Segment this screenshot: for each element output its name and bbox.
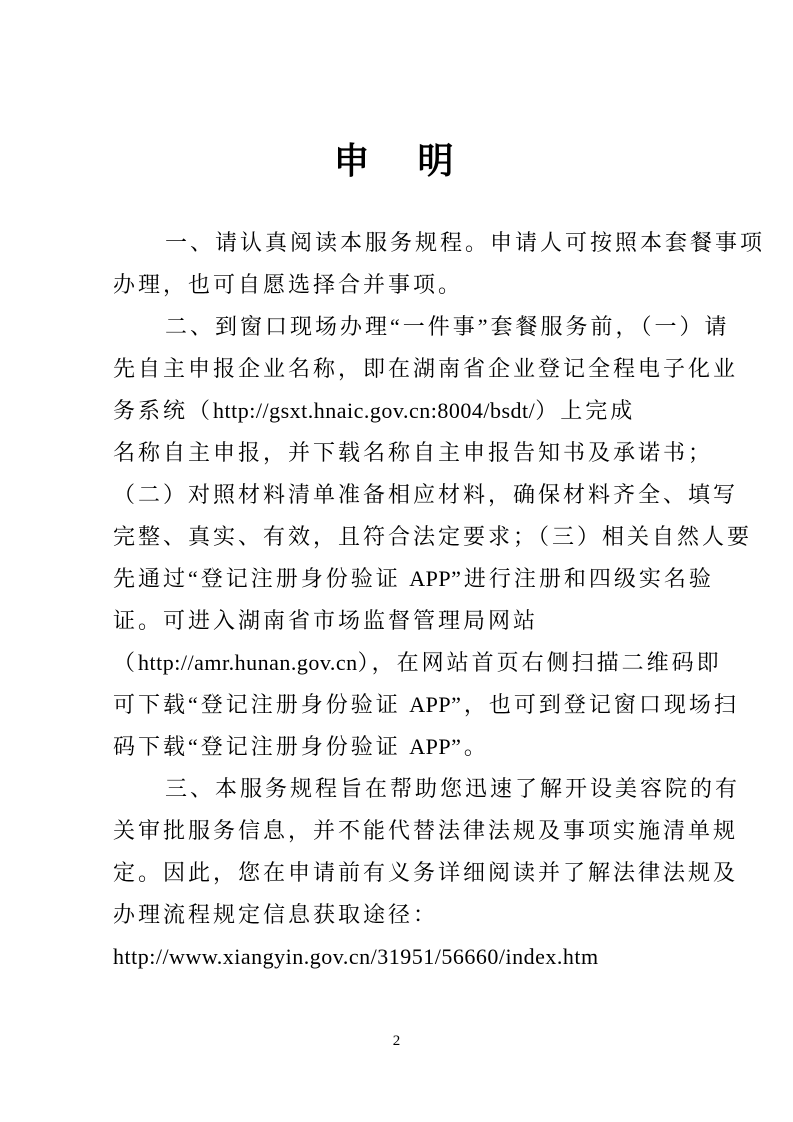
text-line: 名称自主申报，并下载名称自主申报告知书及承诺书； <box>113 440 714 465</box>
page-footer <box>0 1033 793 1050</box>
text-line: 务系统（http://gsxt.hnaic.gov.cn:8004/bsdt/）上完成 <box>113 398 636 423</box>
text-line: 二、到窗口现场办理“一件事”套餐服务前，（一）请 <box>165 314 730 339</box>
latin-text-segment: http://amr.hunan.gov.cn <box>138 650 358 675</box>
paragraph <box>113 768 741 936</box>
document-body <box>113 222 766 978</box>
text-line <box>113 936 688 978</box>
latin-text-segment: http://www.xiangyin.gov.cn/31951/56660/index.htm <box>113 944 599 969</box>
paragraph <box>113 306 753 768</box>
text-line: （http://amr.hunan.gov.cn），在网站首页右侧扫描二维码即 <box>113 650 722 675</box>
text-line: 证。可进入湖南省市场监督管理局网站 <box>113 608 539 633</box>
text-line: 码下载“登记注册身份验证 APP”。 <box>113 734 489 759</box>
latin-text-segment: APP <box>409 734 452 759</box>
text-line: 三、本服务规程旨在帮助您迅速了解开设美容院的有 <box>165 776 741 801</box>
text-line: 关审批服务信息，并不能代替法律法规及事项实施清单规 <box>113 818 739 843</box>
latin-text-segment: APP <box>409 566 452 591</box>
text-line: 先通过“登记注册身份验证 APP”进行注册和四级实名验 <box>113 566 714 591</box>
text-line: 一、请认真阅读本服务规程。申请人可按照本套餐事项 <box>165 230 766 255</box>
text-line: 先自主申报企业名称，即在湖南省企业登记全程电子化业 <box>113 356 739 381</box>
page-title: 申 明 <box>333 141 460 181</box>
paragraph <box>113 222 766 306</box>
text-line: 完整、真实、有效，且符合法定要求；（三）相关自然人要 <box>113 524 753 549</box>
text-line: 定。因此，您在申请前有义务详细阅读并了解法律法规及 <box>113 860 739 885</box>
text-line: 可下载“登记注册身份验证 APP”，也可到登记窗口现场扫 <box>113 692 739 717</box>
page-number: 2 <box>392 1033 401 1049</box>
latin-text-segment: http://gsxt.hnaic.gov.cn:8004/bsdt/ <box>213 398 536 423</box>
latin-text-segment: APP <box>409 692 452 717</box>
text-line: （二）对照材料清单准备相应材料，确保材料齐全、填写 <box>113 482 739 507</box>
paragraph <box>113 936 688 978</box>
text-line: 办理，也可自愿选择合并事项。 <box>113 272 464 297</box>
text-line: 办理流程规定信息获取途径： <box>113 902 439 927</box>
